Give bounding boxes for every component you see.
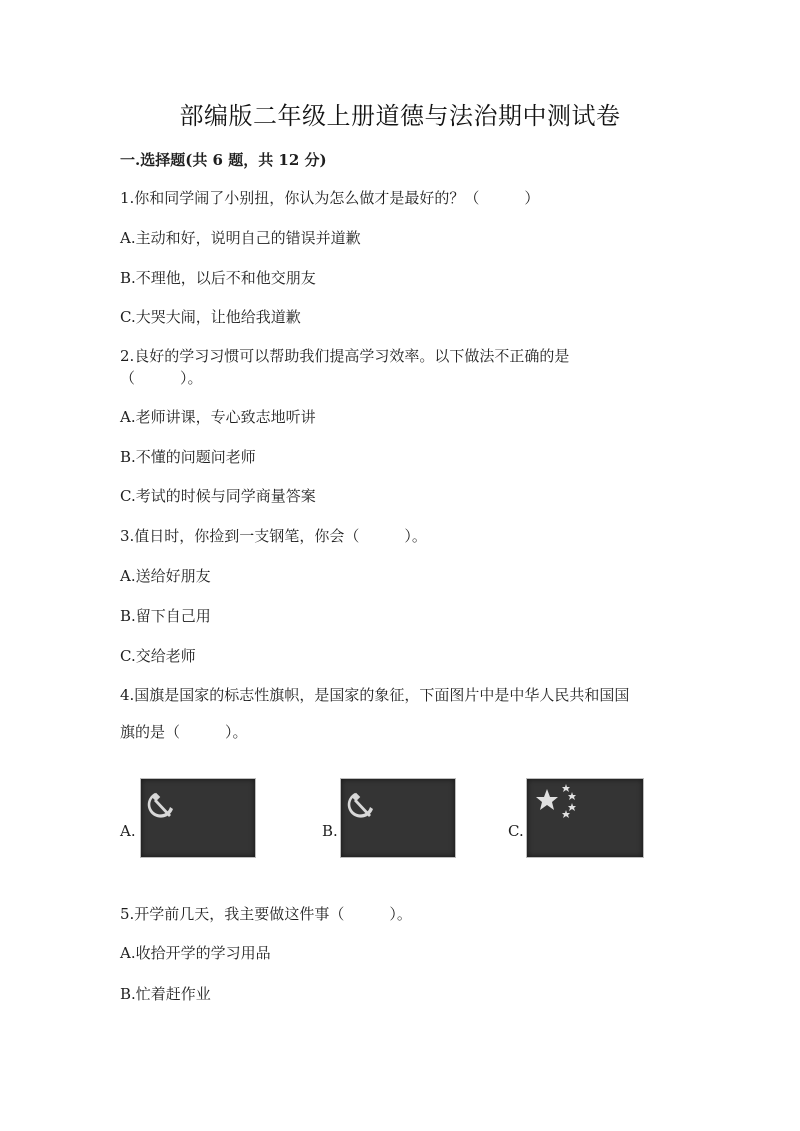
party-flag-icon <box>140 778 256 858</box>
five-star-flag-icon <box>526 778 644 858</box>
question-1-option-b: B.不理他，以后不和他交朋友 <box>120 269 316 287</box>
question-4-option-b <box>322 778 462 860</box>
question-4-option-a <box>120 778 260 860</box>
question-5-stem: 5.开学前几天，我主要做这件事（ ）。 <box>120 905 412 923</box>
question-4-option-c <box>508 778 648 860</box>
question-1-stem: 1.你和同学闹了小别扭，你认为怎么做才是最好的？（ ） <box>120 189 540 207</box>
question-3-option-b: B.留下自己用 <box>120 607 211 625</box>
party-flag-icon <box>340 778 456 858</box>
question-2-stem: 2.良好的学习习惯可以帮助我们提高学习效率。以下做法不正确的是 <box>120 347 570 365</box>
page-title: 部编版二年级上册道德与法治期中测试卷 <box>179 102 621 130</box>
question-1-option-a: A.主动和好，说明自己的错误并道歉 <box>120 229 361 247</box>
question-2-option-a: A.老师讲课，专心致志地听讲 <box>120 408 316 426</box>
section-heading: 一.选择题(共 6 题，共 12 分) <box>120 151 327 169</box>
question-4-option-b-label: B. <box>322 822 338 840</box>
question-4-flag-options <box>120 778 680 860</box>
question-1-option-c: C.大哭大闹，让他给我道歉 <box>120 308 301 326</box>
question-2-option-c: C.考试的时候与同学商量答案 <box>120 487 316 505</box>
question-5-option-b: B.忙着赶作业 <box>120 985 211 1003</box>
question-4-stem-continued: 旗的是（ ）。 <box>120 723 248 741</box>
question-2-stem-continued: （ ）。 <box>120 369 203 387</box>
question-3-option-a: A.送给好朋友 <box>120 567 211 585</box>
question-2-option-b: B.不懂的问题问老师 <box>120 448 256 466</box>
question-3-option-c: C.交给老师 <box>120 647 196 665</box>
question-4-option-c-label: C. <box>508 822 524 840</box>
question-4-option-a-label: A. <box>120 822 136 840</box>
question-5-option-a: A.收拾开学的学习用品 <box>120 944 271 962</box>
question-3-stem: 3.值日时，你捡到一支钢笔，你会（ ）。 <box>120 527 427 545</box>
question-4-stem: 4.国旗是国家的标志性旗帜，是国家的象征，下面图片中是中华人民共和国国 <box>120 686 630 704</box>
